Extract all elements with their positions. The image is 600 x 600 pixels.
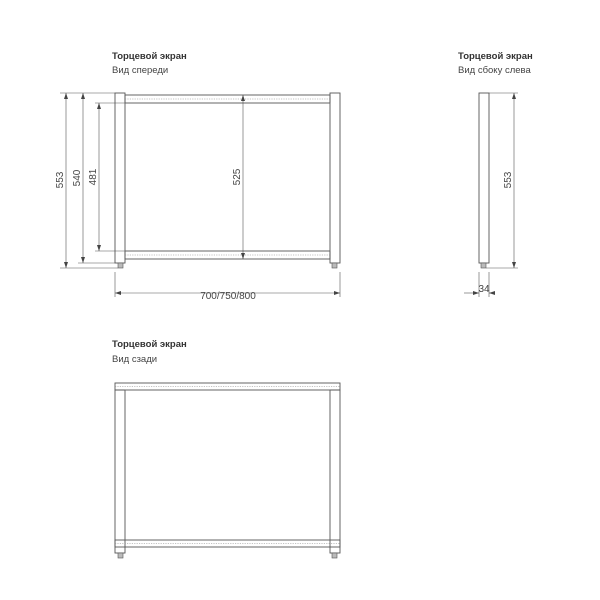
front-right-foot bbox=[332, 263, 337, 268]
svg-text:553: 553 bbox=[55, 171, 66, 189]
svg-text:525: 525 bbox=[232, 168, 243, 186]
front-dim-center-height bbox=[232, 95, 245, 259]
back-left-post bbox=[115, 390, 125, 553]
side-foot bbox=[481, 263, 486, 268]
svg-text:481: 481 bbox=[88, 168, 99, 186]
front-top-rail bbox=[125, 95, 330, 103]
front-bottom-rail bbox=[125, 251, 330, 259]
front-left-foot bbox=[118, 263, 123, 268]
side-view bbox=[458, 51, 533, 297]
front-dim-inner-height bbox=[72, 93, 85, 263]
back-right-foot bbox=[332, 553, 337, 558]
svg-text:700/750/800: 700/750/800 bbox=[200, 291, 256, 302]
front-view-subtitle: Вид спереди bbox=[112, 65, 169, 76]
back-left-foot bbox=[118, 553, 123, 558]
side-view-title: Торцевой экран bbox=[458, 51, 533, 62]
side-view-subtitle: Вид сбоку слева bbox=[458, 65, 531, 76]
side-post bbox=[479, 93, 489, 263]
front-view bbox=[55, 51, 340, 302]
back-view-subtitle: Вид сзади bbox=[112, 354, 158, 365]
back-panel bbox=[125, 390, 330, 540]
side-dim-height bbox=[503, 93, 516, 268]
front-left-post bbox=[115, 93, 125, 263]
back-view-title: Торцевой экран bbox=[112, 339, 187, 350]
front-dim-panel-height bbox=[88, 103, 101, 251]
front-dim-overall-height bbox=[55, 93, 68, 268]
svg-text:540: 540 bbox=[72, 169, 83, 187]
back-view bbox=[112, 339, 340, 558]
front-view-title: Торцевой экран bbox=[112, 51, 187, 62]
svg-text:34: 34 bbox=[478, 284, 490, 295]
front-panel bbox=[125, 103, 330, 251]
svg-text:553: 553 bbox=[503, 171, 514, 189]
front-dim-width bbox=[115, 272, 340, 302]
back-right-post bbox=[330, 390, 340, 553]
side-dim-depth bbox=[464, 272, 495, 297]
front-right-post bbox=[330, 93, 340, 263]
